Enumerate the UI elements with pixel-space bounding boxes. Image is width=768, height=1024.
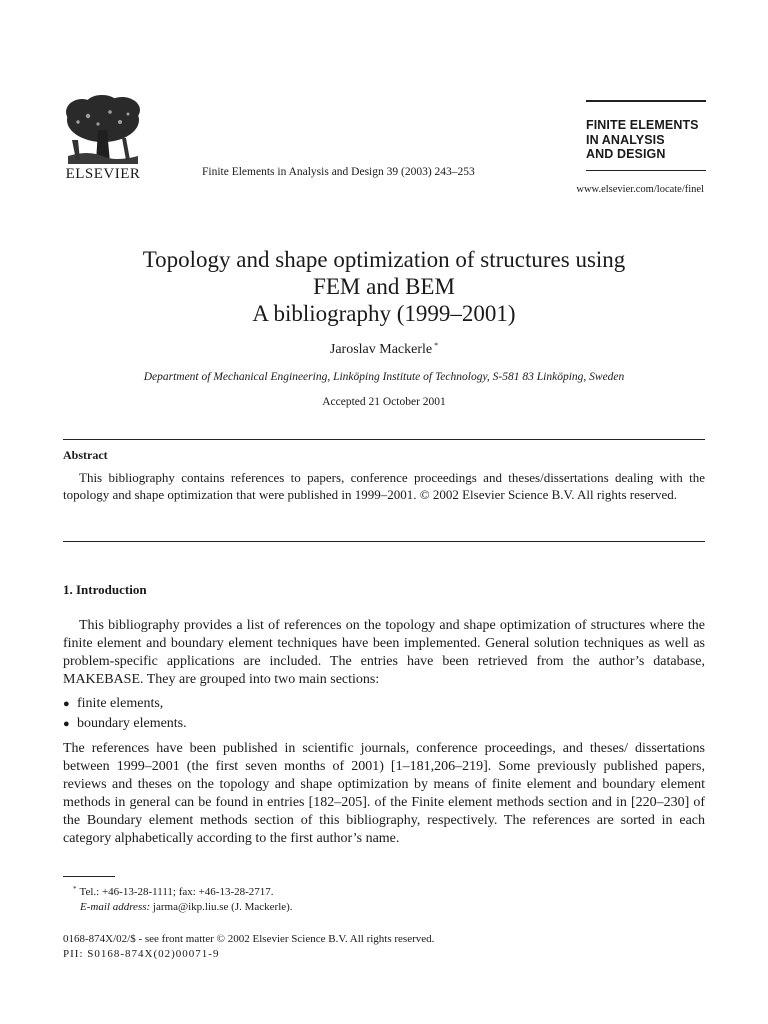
section-heading-introduction: 1. Introduction — [63, 582, 147, 597]
section-list — [63, 694, 187, 734]
abstract-heading: Abstract — [63, 448, 108, 462]
author-name: Jaroslav Mackerle — [329, 342, 433, 357]
abstract-rule-top — [63, 439, 705, 440]
paragraph-text: The references have been published in scientific journals, conference proceedings, and theses/ dissertations between 1999–2001 (the first seven months of 2001) [1–181,206–219]. Some previously published papers, reviews and theses on the topology and shape optimization by means of finite element and boundary element methods in general can be found in entries [182–205]. of the Finite element methods section and in [220–230] of the Boundary element methods section of this bibliography, respectively. The references are sorted in each category alphabetically according to the first author’s name. — [63, 741, 705, 846]
paragraph-text: This bibliography provides a list of references on the topology and shape optimization of structures where the finite element and boundary element techniques have been implemented. General solution techniques as well as problem-specific applications are included. The entries have been retrieved from the author’s database, MAKEBASE. They are grouped into two main sections: — [63, 618, 705, 687]
bullet-icon: ● — [63, 698, 70, 710]
copyright-line: 0168-874X/02/$ - see front matter © 2002 Elsevier Science B.V. All rights reserved. — [63, 933, 435, 945]
abstract-paragraph: This bibliography contains references to papers, conference proceedings and theses/dissertations dealing with the topology and shape optimization that were published in 1999–2001. © 2002 Elsevier Science B.V. All rights reserved. — [63, 470, 705, 502]
title-line: Topology and shape optimization of structures using — [142, 247, 626, 272]
journal-reference: Finite Elements in Analysis and Design 39 (2003) 243–253 — [202, 166, 475, 178]
contact-text: Tel.: +46-13-28-1111; fax: +46-13-28-2717. — [79, 886, 274, 898]
author-line — [64, 341, 704, 358]
publication-info — [63, 932, 434, 962]
publisher-name: ELSEVIER — [65, 166, 141, 182]
journal-brand — [586, 118, 710, 162]
abstract-body — [63, 469, 705, 503]
list-item-text: finite elements, — [77, 696, 164, 711]
pii-line: PII: S0168-874X(02)00071-9 — [63, 948, 220, 960]
footnote-contact — [63, 882, 293, 900]
footnote-rule — [63, 876, 115, 877]
title-line: FEM and BEM — [313, 274, 455, 299]
affiliation: Department of Mechanical Engineering, Linköping Institute of Technology, S-581 83 Linköping, Sweden — [143, 371, 625, 383]
email-label: E-mail address: — [80, 901, 151, 913]
bullet-icon: ● — [63, 718, 70, 730]
footnote-email — [63, 900, 293, 915]
brand-rule-top — [586, 100, 706, 102]
abstract-rule-bottom — [63, 541, 705, 542]
list-item-text: boundary elements. — [77, 716, 187, 731]
brand-rule-bottom — [586, 170, 706, 171]
list-item — [63, 694, 187, 714]
title-line: A bibliography (1999–2001) — [252, 301, 516, 326]
author-footnote-mark[interactable]: * — [434, 341, 439, 350]
list-item — [63, 714, 187, 734]
accepted-date: Accepted 21 October 2001 — [322, 396, 446, 408]
journal-url-link[interactable]: www.elsevier.com/locate/finel — [576, 184, 704, 195]
intro-paragraph-1 — [63, 617, 705, 689]
article-title — [64, 246, 704, 327]
journal-brand-line: FINITE ELEMENTS — [586, 118, 699, 132]
footnote-mark: * — [73, 885, 77, 893]
email-link[interactable]: jarma@ikp.liu.se (J. Mackerle). — [152, 901, 293, 913]
intro-paragraph-2 — [63, 740, 705, 848]
journal-brand-line: IN ANALYSIS — [586, 132, 665, 147]
footnotes — [63, 882, 293, 915]
journal-brand-line: AND DESIGN — [586, 147, 666, 161]
